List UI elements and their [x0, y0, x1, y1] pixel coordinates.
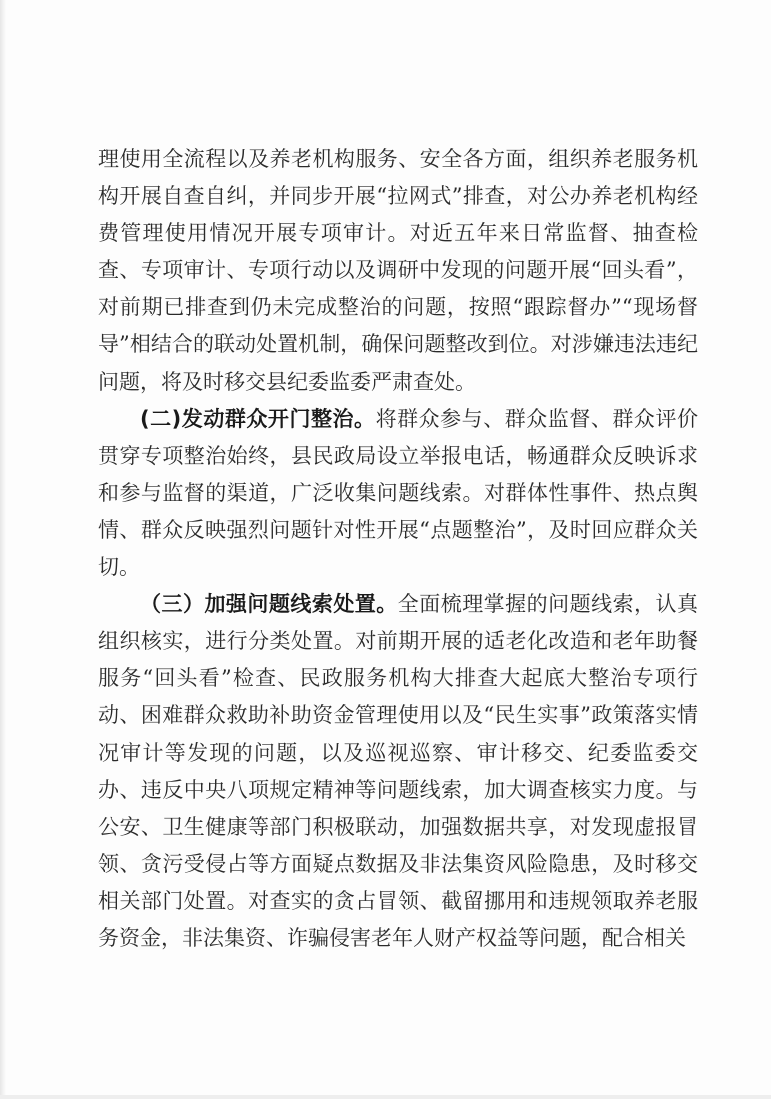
paragraph-text: 理使用全流程以及养老机构服务、安全各方面，组织养老服务机构开展自查自纠，并同步开展“拉网式”排查，对公办养老机构经费管理使用情况开展专项审计。对近五年来日常监督、抽查检查、专项审计、专项行动以及调研中发现的问题开展“回头看”，对前期已排查到仍未完成整治的问题，按照“跟踪督办”“现场督导”相结合的联动处置机制，确保问题整改到位。对涉嫌违法违纪问题，将及时移交县纪委监委严肃查处。 — [98, 147, 698, 394]
section-heading: (二)发动群众开门整治。 — [140, 406, 376, 431]
section-heading: （三）加强问题线索处置。 — [140, 592, 398, 617]
scan-edge-bottom — [0, 1095, 771, 1099]
paragraph-continuation — [98, 141, 698, 401]
paragraph-text: 将群众参与、群众监督、群众评价贯穿专项整治始终，县民政局设立举报电话，畅通群众反映诉求和参与监督的渠道，广泛收集问题线索。对群体性事件、热点舆情、群众反映强烈问题针对性开展“点题整治”，及时回应群众关切。 — [98, 406, 698, 580]
paragraph-section-3 — [98, 586, 698, 957]
paragraph-text: 全面梳理掌握的问题线索，认真组织核实，进行分类处置。对前期开展的适老化改造和老年助餐服务“回头看”检查、民政服务机构大排查大起底大整治专项行动、困难群众救助补助资金管理使用以及“民生实事”政策落实情况审计等发现的问题，以及巡视巡察、审计移交、纪委监委交办、违反中央八项规定精神等问题线索，加大调查核实力度。与公安、卫生健康等部门积极联动，加强数据共享，对发现虚报冒领、贪污受侵占等方面疑点数据及非法集资风险隐患，及时移交相关部门处置。对查实的贪占冒领、截留挪用和违规领取养老服务资金，非法集资、诈骗侵害老年人财产权益等问题，配合相关 — [98, 592, 699, 950]
paragraph-section-2 — [98, 401, 698, 586]
document-body — [98, 141, 698, 957]
scan-edge — [0, 0, 6, 1099]
